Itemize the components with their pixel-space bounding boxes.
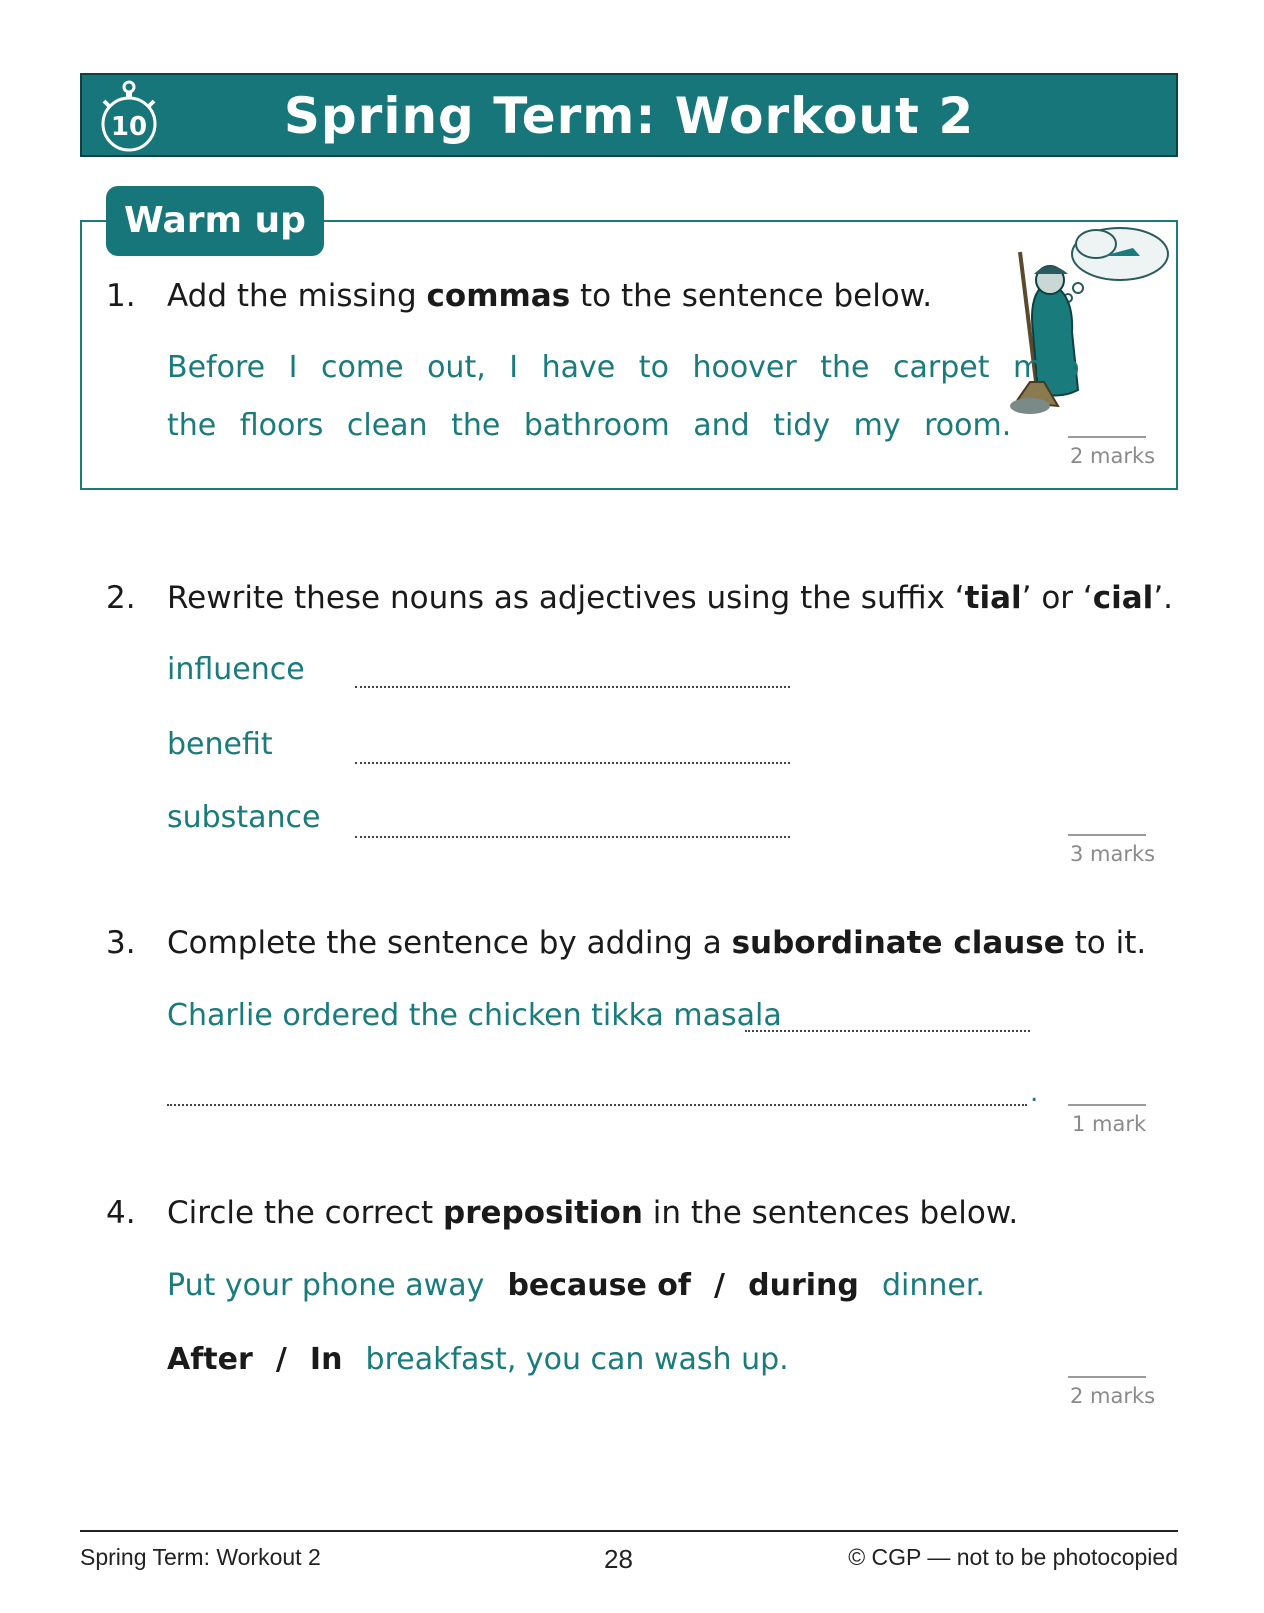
q4-option-because-of[interactable]: because of bbox=[507, 1268, 691, 1303]
q1-sentence-line-2[interactable]: the floors clean the bathroom and tidy my room. bbox=[167, 408, 1012, 443]
prompt-text: Add the missing bbox=[167, 278, 427, 314]
q2-answer-line-3[interactable] bbox=[355, 836, 790, 838]
question-4-number: 4. bbox=[106, 1195, 136, 1231]
title-banner bbox=[80, 73, 1178, 157]
footer-copyright: © CGP — not to be photocopied bbox=[848, 1544, 1178, 1570]
footer-rule bbox=[80, 1530, 1178, 1532]
prompt-text: Rewrite these nouns as adjectives using the suffix ‘ bbox=[167, 580, 965, 616]
q1-marks: 2 marks bbox=[1070, 444, 1156, 468]
marks-rule bbox=[1068, 436, 1146, 438]
question-4-prompt bbox=[167, 1195, 1018, 1231]
q4-option-after[interactable]: After bbox=[167, 1342, 253, 1377]
prompt-text: ’ or ‘ bbox=[1021, 580, 1093, 616]
question-2-prompt bbox=[167, 580, 1173, 616]
prompt-text: Complete the sentence by adding a bbox=[167, 925, 732, 961]
prompt-text: Circle the correct bbox=[167, 1195, 444, 1231]
q2-word-influence: influence bbox=[167, 652, 305, 687]
marks-rule bbox=[1068, 1376, 1146, 1378]
warm-up-tab: Warm up bbox=[106, 186, 324, 256]
q4-option-during[interactable]: during bbox=[748, 1268, 859, 1303]
witch-sweeping-icon bbox=[1008, 222, 1174, 418]
prompt-keyword: preposition bbox=[443, 1195, 643, 1231]
q2-answer-line-2[interactable] bbox=[355, 762, 790, 764]
prompt-text: ’. bbox=[1153, 580, 1174, 616]
q3-sentence: Charlie ordered the chicken tikka masala bbox=[167, 998, 782, 1033]
q4-s2-separator: / bbox=[275, 1342, 287, 1377]
q3-end-period: . bbox=[1030, 1078, 1039, 1108]
question-2-number: 2. bbox=[106, 580, 136, 616]
footer-title: Spring Term: Workout 2 bbox=[80, 1544, 321, 1570]
q4-s1-start: Put your phone away bbox=[167, 1268, 485, 1303]
page-number: 28 bbox=[604, 1544, 633, 1574]
question-1-number: 1. bbox=[106, 278, 136, 314]
prompt-keyword: subordinate clause bbox=[731, 925, 1065, 961]
q3-answer-line-2[interactable] bbox=[167, 1104, 1027, 1106]
q4-s1-end: dinner. bbox=[881, 1268, 985, 1303]
q4-sentence-2 bbox=[167, 1342, 789, 1377]
marks-rule bbox=[1068, 1104, 1146, 1106]
q4-option-in[interactable]: In bbox=[309, 1342, 343, 1377]
q4-s2-end: breakfast, you can wash up. bbox=[365, 1342, 789, 1377]
q3-marks: 1 mark bbox=[1072, 1112, 1147, 1136]
q2-answer-line-1[interactable] bbox=[355, 686, 790, 688]
prompt-text: in the sentences below. bbox=[642, 1195, 1019, 1231]
q2-word-benefit: benefit bbox=[167, 727, 273, 762]
page-title: Spring Term: Workout 2 bbox=[283, 87, 975, 145]
prompt-text: to it. bbox=[1064, 925, 1147, 961]
q2-word-substance: substance bbox=[167, 800, 321, 835]
q4-marks: 2 marks bbox=[1070, 1384, 1156, 1408]
prompt-keyword: tial bbox=[964, 580, 1022, 616]
timer-label: 10 bbox=[110, 112, 148, 142]
q1-sentence-line-1[interactable]: Before I come out, I have to hoover the carpet mop bbox=[167, 350, 1080, 385]
question-1-prompt bbox=[167, 278, 932, 314]
q2-marks: 3 marks bbox=[1070, 842, 1156, 866]
question-3-prompt bbox=[167, 925, 1146, 961]
q4-s1-separator: / bbox=[714, 1268, 726, 1303]
prompt-keyword: cial bbox=[1092, 580, 1154, 616]
question-3-number: 3. bbox=[106, 925, 136, 961]
prompt-keyword: commas bbox=[426, 278, 571, 314]
marks-rule bbox=[1068, 834, 1146, 836]
q3-answer-line-1[interactable] bbox=[745, 1030, 1030, 1032]
q4-sentence-1 bbox=[167, 1268, 985, 1303]
prompt-text: to the sentence below. bbox=[570, 278, 933, 314]
